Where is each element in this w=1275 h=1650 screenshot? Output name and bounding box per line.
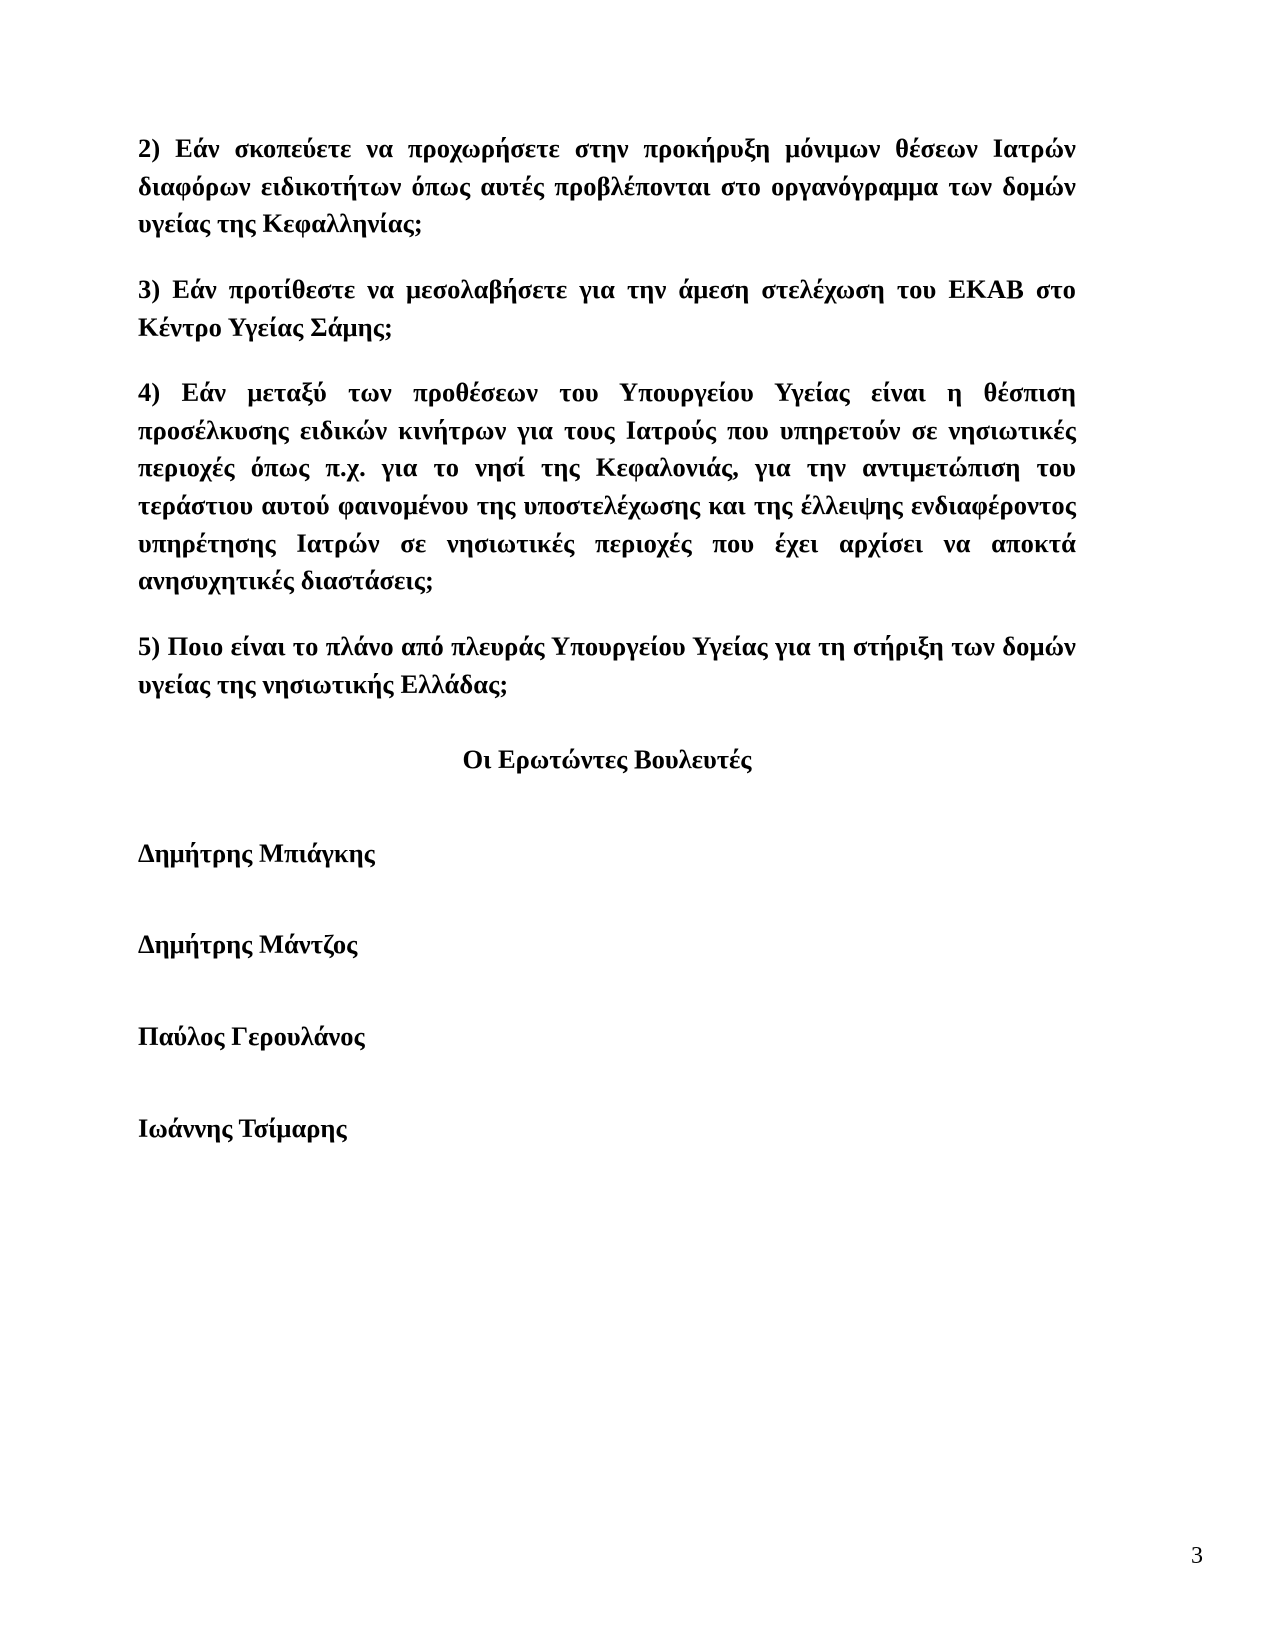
question-item-5: 5) Ποιο είναι το πλάνο από πλευράς Υπουργείου Υγείας για τη στήριξη των δομών υγείας της νησιωτικής Ελλάδας;: [138, 630, 1076, 699]
signer-name-2: Δημήτρης Μάντζος: [138, 929, 358, 960]
spacer: [138, 1056, 1076, 1110]
question-item-4: 4) Εάν μεταξύ των προθέσεων του Υπουργείου Υγείας είναι η θέσπιση προσέλκυσης ειδικών κινήτρων για τους Ιατρούς που υπηρετούν σε νησιωτικές περιοχές όπως π.χ. για το νησί της Κεφαλονιάς, για την αντιμετώπιση του τεράστιου αυτού φαινομένου της υποστελέχωσης και της έλλειψης ενδιαφέροντος υπηρέτησης Ιατρών σε νησιωτικές περιοχές που έχει αρχίσει να αποκτά ανησυχητικές διαστάσεις;: [138, 377, 1076, 596]
signer-name-3: Παύλος Γερουλάνος: [138, 1021, 365, 1051]
spacer: [138, 779, 1076, 835]
signer-name-4: Ιωάννης Τσίμαρης: [138, 1112, 347, 1143]
page-number: 3: [1191, 1543, 1203, 1569]
signer-name-1: Δημήτρης Μπιάγκης: [138, 837, 375, 868]
spacer: [138, 964, 1076, 1018]
question-item-3: 3) Εάν προτίθεστε να μεσολαβήσετε για την άμεση στελέχωση του ΕΚΑΒ στο Κέντρο Υγείας Σάμης;: [138, 273, 1076, 342]
document-body: [138, 130, 1076, 1147]
signatures-heading: Οι Ερωτώντες Βουλευτές: [462, 744, 752, 775]
question-item-2: 2) Εάν σκοπεύετε να προχωρήσετε στην προκήρυξη μόνιμων θέσεων Ιατρών διαφόρων ειδικοτήτων όπως αυτές προβλέπονται στο οργανόγραμμα των δομών υγείας της Κεφαλληνίας;: [138, 133, 1076, 239]
spacer: [138, 872, 1076, 926]
